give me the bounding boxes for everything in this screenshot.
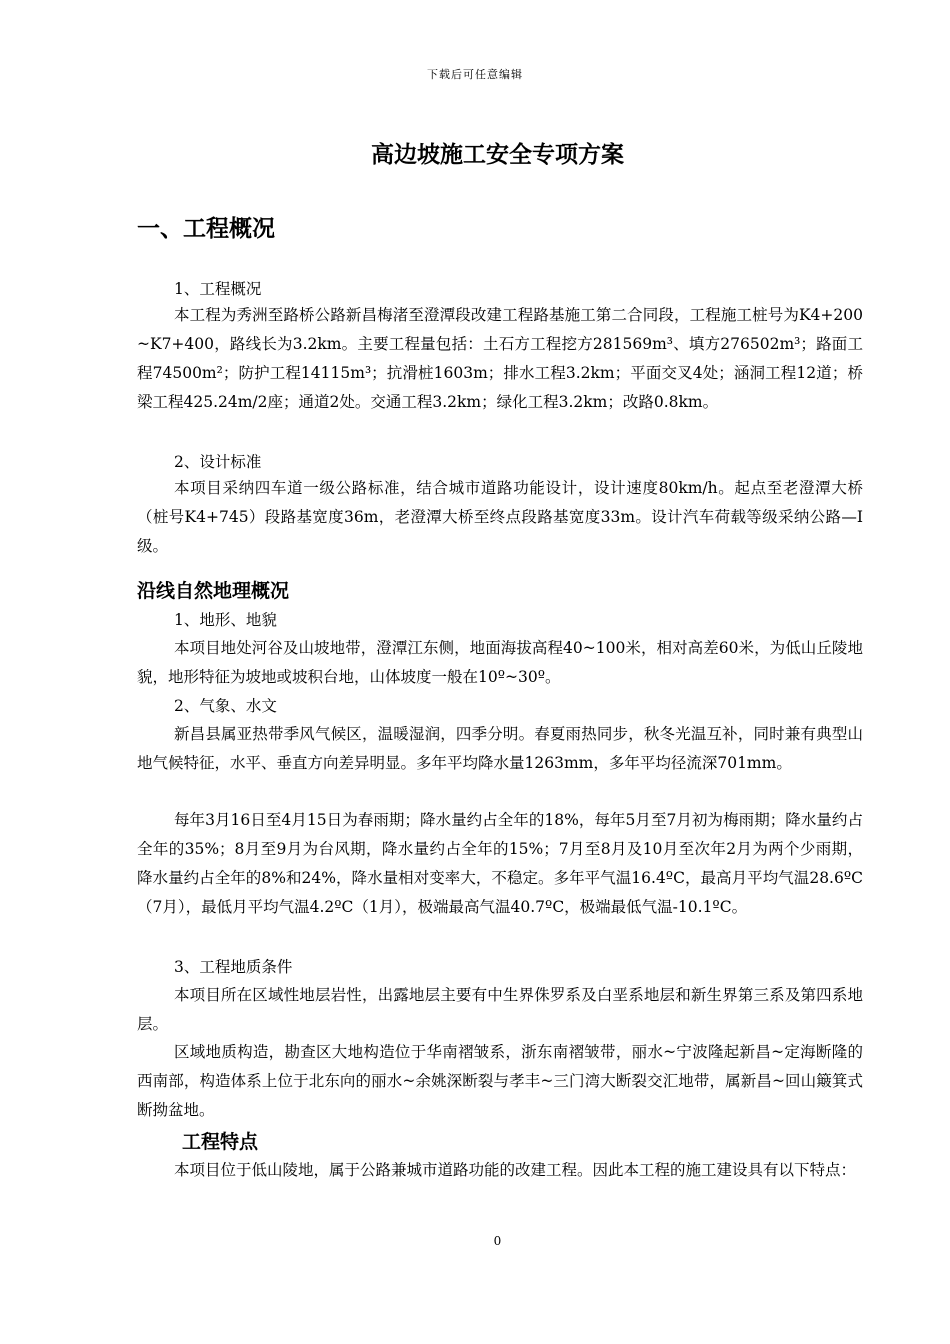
- paragraph-climate: 新昌县属亚热带季风气候区，温暖湿润，四季分明。春夏雨热同步，秋冬光温互补，同时兼有典型山地气候特征，水平、垂直方向差异明显。多年平均降水量1263mm，多年平均径流深701mm。: [137, 725, 863, 772]
- document-title: 高边坡施工安全专项方案: [371, 142, 624, 168]
- header-note: 下载后可任意编辑: [427, 68, 523, 81]
- subheading-terrain: 1、地形、地貌: [174, 611, 277, 629]
- page-number: 0: [493, 1234, 502, 1248]
- subheading-project-overview: 1、工程概况: [174, 280, 262, 298]
- section-heading-geography: 沿线自然地理概况: [137, 580, 290, 602]
- paragraph-geology-strata: 本项目所在区域性地层岩性，出露地层主要有中生界侏罗系及白垩系地层和新生界第三系及第四系地层。: [137, 986, 863, 1033]
- section-heading-features: 工程特点: [182, 1131, 259, 1153]
- section-heading-overview: 一、工程概况: [137, 216, 275, 242]
- subheading-geology: 3、工程地质条件: [174, 958, 293, 976]
- paragraph-design-standard: 本项目采纳四车道一级公路标准，结合城市道路功能设计，设计速度80km/h。起点至老澄潭大桥（桩号K4+745）段路基宽度36m，老澄潭大桥至终点段路基宽度33m。设计汽车荷载等级采纳公路—I级。: [137, 479, 863, 555]
- paragraph-geology-structure: 区域地质构造，勘查区大地构造位于华南褶皱系，浙东南褶皱带，丽水~宁波隆起新昌~定海断隆的西南部，构造体系上位于北东向的丽水~余姚深断裂与孝丰~三门湾大断裂交汇地带，属新昌~回山簸箕式断拗盆地。: [137, 1043, 863, 1119]
- subheading-design-standard: 2、设计标准: [174, 453, 262, 471]
- paragraph-terrain: 本项目地处河谷及山坡地带，澄潭江东侧，地面海拔高程40~100米，相对高差60米，为低山丘陵地貌，地形特征为坡地或坡积台地，山体坡度一般在10º~30º。: [137, 639, 863, 686]
- subheading-climate: 2、气象、水文: [174, 697, 277, 715]
- paragraph-features: 本项目位于低山陵地，属于公路兼城市道路功能的改建工程。因此本工程的施工建设具有以下特点：: [174, 1161, 857, 1179]
- paragraph-rainfall: 每年3月16日至4月15日为春雨期；降水量约占全年的18%，每年5月至7月初为梅雨期；降水量约占全年的35%；8月至9月为台风期，降水量约占全年的15%；7月至8月及10月至次年2月为两个少雨期，降水量约占全年的8%和24%，降水量相对变率大，不稳定。多年平气温16.4ºC，最高月平均气温28.6ºC（7月），最低月平均气温4.2ºC（1月），极端最高气温40.7ºC，极端最低气温-10.1ºC。: [137, 811, 863, 916]
- paragraph-project-overview: 本工程为秀洲至路桥公路新昌梅渚至澄潭段改建工程路基施工第二合同段，工程施工桩号为K4+200~K7+400，路线长为3.2km。主要工程量包括：土石方工程挖方281569m³、填方276502m³；路面工程74500m²；防护工程14115m³；抗滑桩1603m；排水工程3.2km；平面交叉4处；涵洞工程12道；桥梁工程425.24m/2座；通道2处。交通工程3.2km；绿化工程3.2km；改路0.8km。: [137, 306, 863, 411]
